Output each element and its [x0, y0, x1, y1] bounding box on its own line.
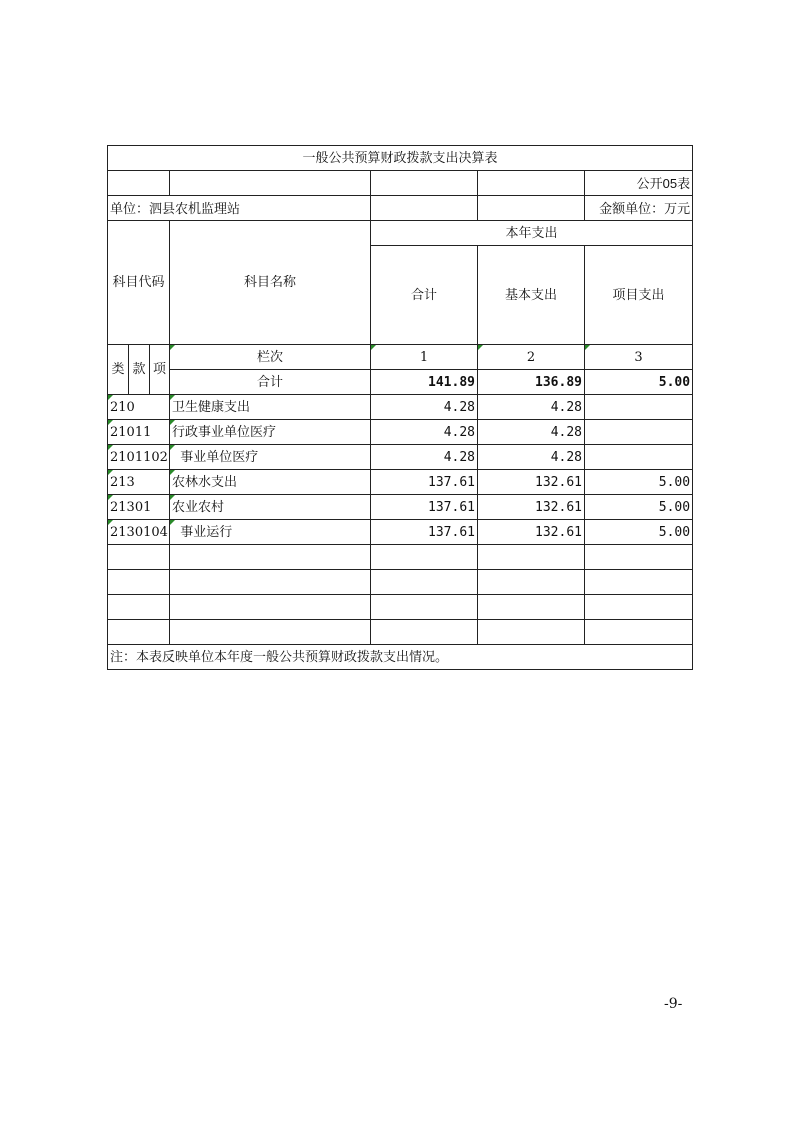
row-basic: 4.28	[478, 395, 585, 420]
row-basic: 132.61	[478, 470, 585, 495]
row-total: 137.61	[371, 495, 478, 520]
budget-table	[107, 145, 693, 670]
table-row	[108, 520, 693, 545]
summary-project: 5.00	[585, 370, 693, 395]
header-kuan: 款	[129, 345, 150, 395]
row-code: 213	[108, 470, 170, 495]
header-year-expense: 本年支出	[371, 221, 693, 246]
row-total: 137.61	[371, 520, 478, 545]
row-total: 4.28	[371, 420, 478, 445]
header-total: 合计	[371, 246, 478, 345]
row-total: 4.28	[371, 445, 478, 470]
row-total: 4.28	[371, 395, 478, 420]
row-code: 2130104	[108, 520, 170, 545]
row-basic: 4.28	[478, 420, 585, 445]
col-index-3: 3	[585, 345, 693, 370]
header-project: 项目支出	[585, 246, 693, 345]
summary-basic: 136.89	[478, 370, 585, 395]
row-project: 5.00	[585, 470, 693, 495]
empty-row	[108, 595, 693, 620]
header-xiang: 项	[150, 345, 170, 395]
table-note: 注：本表反映单位本年度一般公共预算财政拨款支出情况。	[108, 645, 693, 670]
col-index-1: 1	[371, 345, 478, 370]
col-index-2: 2	[478, 345, 585, 370]
row-code: 21301	[108, 495, 170, 520]
amount-unit: 金额单位：万元	[585, 196, 693, 221]
row-project	[585, 445, 693, 470]
row-name: 卫生健康支出	[170, 395, 371, 420]
table-row	[108, 395, 693, 420]
column-label: 栏次	[170, 345, 371, 370]
row-name: 农林水支出	[170, 470, 371, 495]
empty-row	[108, 620, 693, 645]
summary-total: 141.89	[371, 370, 478, 395]
row-code: 21011	[108, 420, 170, 445]
row-basic: 132.61	[478, 495, 585, 520]
summary-label: 合计	[170, 370, 371, 395]
row-total: 137.61	[371, 470, 478, 495]
empty-row	[108, 545, 693, 570]
row-project: 5.00	[585, 495, 693, 520]
table-row	[108, 470, 693, 495]
empty-row	[108, 570, 693, 595]
header-name: 科目名称	[170, 221, 371, 345]
row-project: 5.00	[585, 520, 693, 545]
table-row	[108, 420, 693, 445]
row-name: 行政事业单位医疗	[170, 420, 371, 445]
row-name: 农业农村	[170, 495, 371, 520]
row-name: 事业运行	[170, 520, 371, 545]
row-basic: 132.61	[478, 520, 585, 545]
row-project	[585, 420, 693, 445]
row-basic: 4.28	[478, 445, 585, 470]
table-row	[108, 495, 693, 520]
header-basic: 基本支出	[478, 246, 585, 345]
row-code: 210	[108, 395, 170, 420]
header-code: 科目代码	[108, 221, 170, 345]
form-code: 公开05表	[585, 171, 693, 196]
budget-table-sheet	[107, 145, 692, 670]
row-code: 2101102	[108, 445, 170, 470]
page-number: -9-	[664, 996, 683, 1012]
row-project	[585, 395, 693, 420]
table-title: 一般公共预算财政拨款支出决算表	[108, 146, 693, 171]
unit-label: 单位：泗县农机监理站	[108, 196, 371, 221]
table-row	[108, 445, 693, 470]
header-lei: 类	[108, 345, 129, 395]
row-name: 事业单位医疗	[170, 445, 371, 470]
